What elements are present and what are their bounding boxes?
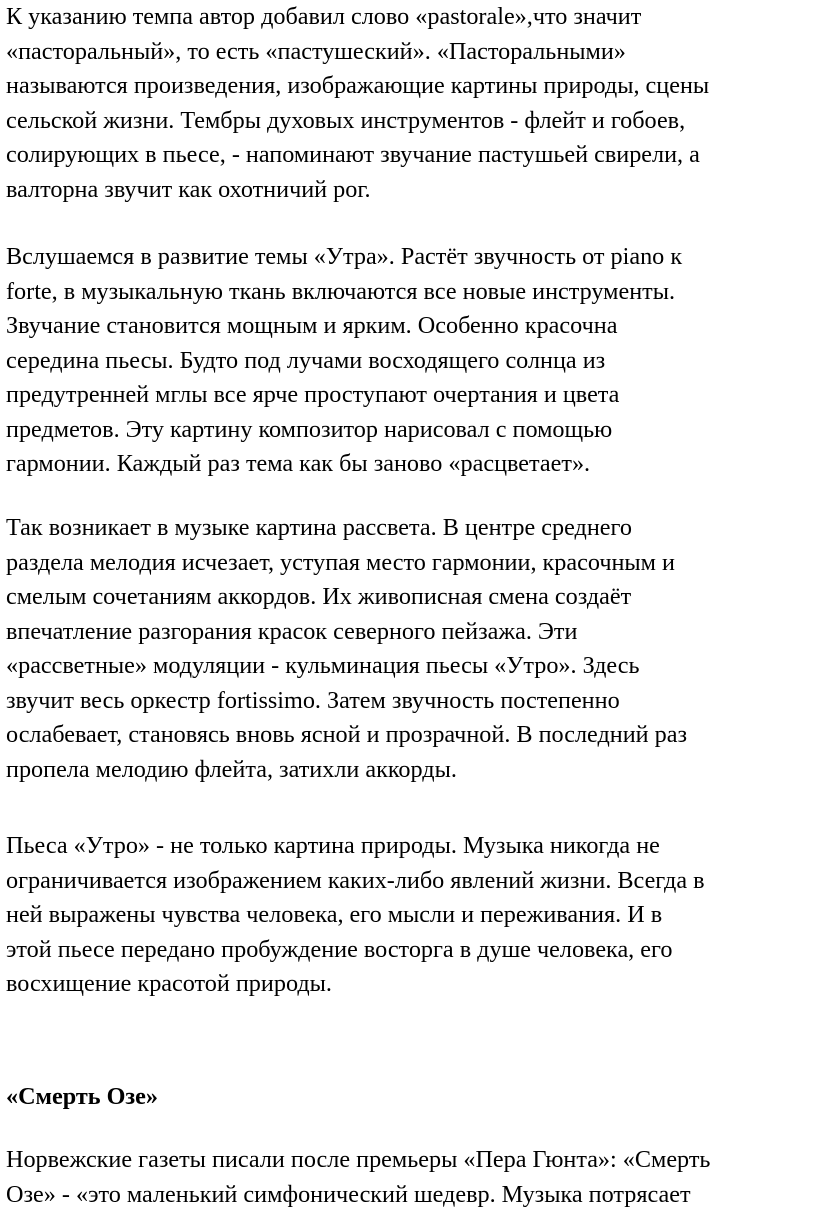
text-line: сельской жизни. Тембры духовых инструментов - флейт и гобоев,	[6, 106, 686, 134]
text-line: пропела мелодию флейта, затихли аккорды.	[6, 755, 457, 783]
text-line: ней выражены чувства человека, его мысли и переживания. И в	[6, 901, 663, 928]
text-line: валторна звучит как охотничий рог.	[6, 175, 371, 203]
text-line: восхищение красотой природы.	[6, 970, 332, 997]
paragraph-morning-meaning	[6, 829, 705, 1002]
text-line: раздела мелодия исчезает, уступая место гармонии, красочным и	[6, 548, 675, 576]
text-line: этой пьесе передано пробуждение восторга в душе человека, его	[6, 935, 673, 963]
paragraph-ase-death	[6, 1143, 710, 1212]
text-line: гармонии. Каждый раз тема как бы заново «расцветает».	[6, 450, 591, 477]
text-line: «рассветные» модуляции - кульминация пьесы «Утро». Здесь	[6, 652, 640, 679]
text-line: называются произведения, изображающие картины природы, сцены	[6, 72, 710, 99]
text-line: предутренней мглы все ярче проступают очертания и цвета	[6, 381, 620, 408]
text-line: Так возникает в музыке картина рассвета. В центре среднего	[6, 514, 632, 541]
text-line: предметов. Эту картину композитор нарисовал с помощью	[6, 415, 613, 443]
text-line: Пьеса «Утро» - не только картина природы. Музыка никогда не	[6, 832, 660, 859]
text-line: впечатление разгорания красок северного пейзажа. Эти	[6, 617, 578, 645]
text-line: «пасторальный», то есть «пастушеский». «Пасторальными»	[6, 37, 626, 65]
text-line: Вслушаемся в развитие темы «Утра». Растёт звучность от piano к	[6, 243, 683, 270]
section-heading: «Смерть Озе»	[6, 1083, 158, 1110]
text-line: смелым сочетаниям аккордов. Их живописная смена создаёт	[6, 583, 632, 610]
paragraph-theme-development	[6, 240, 682, 482]
text-line: forte, в музыкальную ткань включаются все новые инструменты.	[6, 277, 676, 305]
text-line: середина пьесы. Будто под лучами восходящего солнца из	[6, 346, 606, 374]
text-line: К указанию темпа автор добавил слово «pastorale»,что значит	[6, 3, 642, 30]
paragraph-sunrise	[6, 511, 687, 787]
text-line: Норвежские газеты писали после премьеры «Пера Гюнта»: «Смерть	[6, 1146, 711, 1173]
text-line: Звучание становится мощным и ярким. Особенно красочна	[6, 312, 618, 339]
text-line: солирующих в пьесе, - напоминают звучание пастушьей свирели, а	[6, 141, 700, 168]
paragraph-pastorale	[6, 0, 709, 207]
text-line: ослабевает, становясь вновь ясной и прозрачной. В последний раз	[6, 721, 688, 748]
text-line: ограничивается изображением каких-либо явлений жизни. Всегда в	[6, 866, 705, 894]
text-line: Озе» - «это маленький симфонический шедевр. Музыка потрясает	[6, 1180, 691, 1208]
text-line: звучит весь оркестр fortissimo. Затем звучность постепенно	[6, 686, 620, 714]
